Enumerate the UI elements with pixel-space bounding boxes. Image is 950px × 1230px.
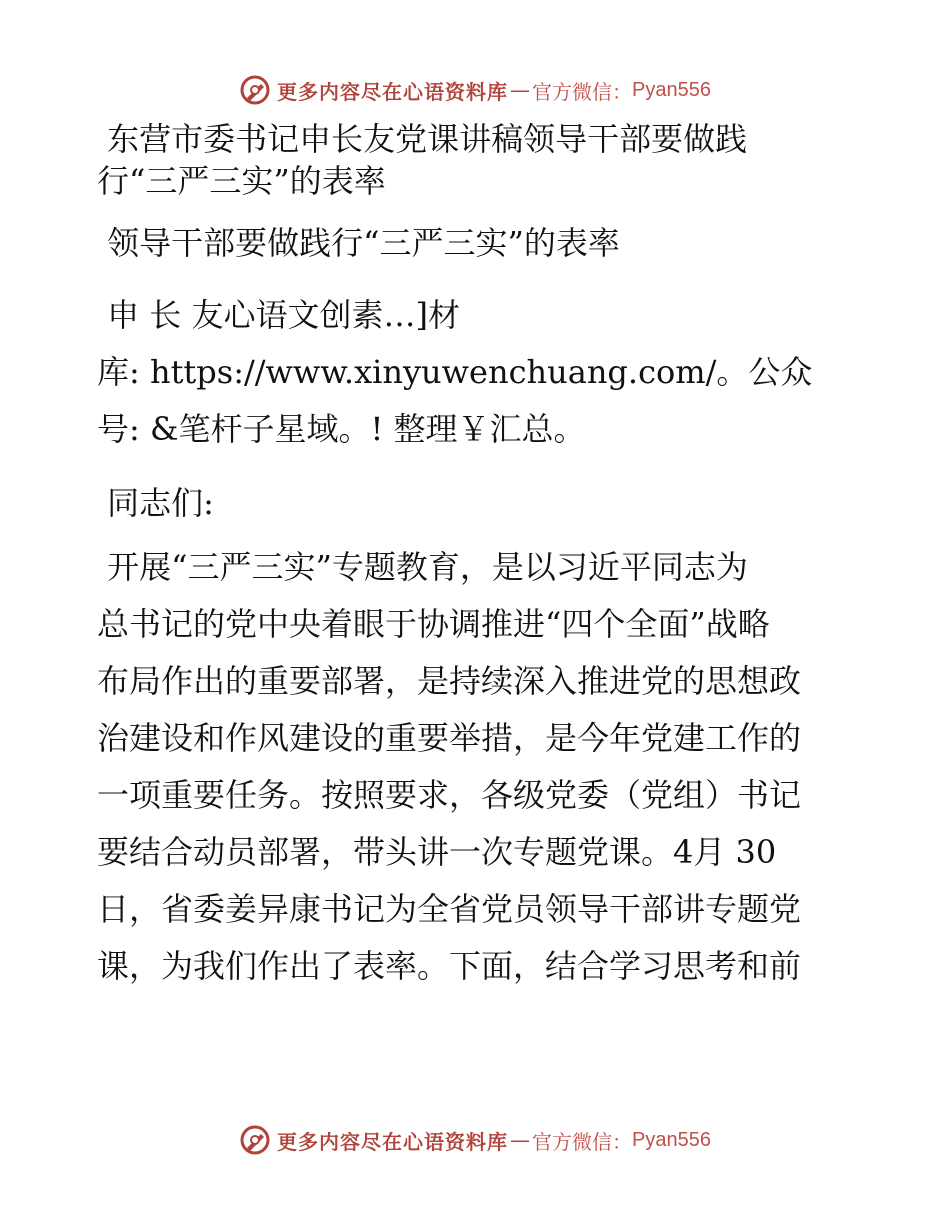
watermark-separator: — — [510, 1128, 531, 1152]
header-watermark-banner — [0, 70, 950, 110]
document-title-line-2: 行“三严三实”的表率 — [97, 162, 386, 200]
watermark-separator: — — [510, 78, 531, 102]
source-line-1: 库: https://www.xinyuwenchuang.com/。公众 — [97, 353, 813, 391]
watermark-official-label: 官方微信： — [532, 1129, 633, 1154]
watermark-official-label: 官方微信： — [532, 79, 633, 104]
body-line: 治建设和作风建设的重要举措，是今年党建工作的 — [97, 719, 802, 757]
body-line: 总书记的党中央着眼于协调推进“四个全面”战略 — [97, 605, 770, 643]
body-line: 要结合动员部署，带头讲一次专题党课。4月 30 — [97, 833, 777, 871]
document-body — [97, 118, 857, 1002]
footer-watermark-banner — [0, 1120, 950, 1160]
document-subtitle: 领导干部要做践行“三严三实”的表率 — [97, 224, 620, 262]
document-title-line-1: 东营市委书记申长友党课讲稿领导干部要做践 — [97, 120, 748, 158]
pen-circle-logo-icon — [239, 1124, 271, 1156]
watermark-wechat-id: Pyan556 — [632, 1128, 711, 1151]
source-line-2: 号: &笔杆子星域。! 整理￥汇总。 — [97, 410, 586, 448]
greeting: 同志们: — [97, 484, 214, 522]
body-line: 日，省委姜异康书记为全省党员领导干部讲专题党 — [97, 890, 802, 928]
watermark-wechat-id: Pyan556 — [632, 78, 711, 101]
author-line: 申 长 友心语文创素…]材 — [97, 296, 461, 334]
body-line: 布局作出的重要部署，是持续深入推进党的思想政 — [97, 662, 802, 700]
body-line: 一项重要任务。按照要求，各级党委（党组）书记 — [97, 776, 802, 814]
watermark-brand-text: 更多内容尽在心语资料库 — [277, 1129, 509, 1154]
body-line: 开展“三严三实”专题教育，是以习近平同志为 — [97, 548, 748, 586]
pen-circle-logo-icon — [239, 74, 271, 106]
body-line: 课，为我们作出了表率。下面，结合学习思考和前 — [97, 947, 802, 985]
body-paragraph — [97, 546, 857, 987]
watermark-brand-text: 更多内容尽在心语资料库 — [277, 79, 509, 104]
